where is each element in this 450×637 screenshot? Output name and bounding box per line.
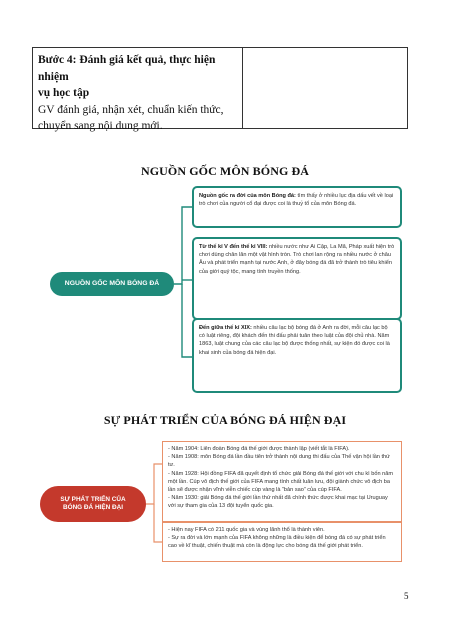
development-box-1-item: - Năm 1908: môn Bóng đá lần đầu tiên trở thành nội dung thi đấu của Thế vận hội lần thứ tư. [168,454,390,469]
development-box-1-item: - Năm 1930: giải Bóng đá thế giới lần thứ nhất đã chính thức được khai mạc tại Uruguay với sự tham gia của 13 đội tuyển quốc gia. [168,495,388,510]
page-number: 5 [404,591,409,601]
development-box-1-item: - Năm 1904: Liên đoàn Bóng đá thế giới được thành lập (viết tắt là FIFA). [168,446,350,452]
origin-item-2-bold: Từ thế kỉ V đến thế kỉ VIII: [199,244,268,250]
origin-item-3-bold: Đến giữa thế kỉ XIX: [199,325,252,331]
origin-item-2 [192,237,402,320]
step-title-line-1: Bước 4: Đánh giá kết quả, thực hiện nhiệm [38,54,216,83]
development-root-line-1: SỰ PHÁT TRIỂN CỦA [60,495,126,503]
section-heading-development: SỰ PHÁT TRIỂN CỦA BÓNG ĐÁ HIỆN ĐẠI [103,413,347,427]
step-body-line-1: GV đánh giá, nhận xét, chuẩn kiến thức, [38,103,224,116]
step-title-line-2: vụ học tập [38,87,90,99]
development-root-node [40,486,146,522]
development-box-2-item: - Hiện nay FIFA có 211 quốc gia và vùng lãnh thổ là thành viên. [168,527,325,533]
development-box-2 [162,522,402,562]
development-box-1-item: - Năm 1928: Hội đồng FIFA đã quyết định tổ chức giải Bóng đá thế giới với chu kì bốn năm một lần. Cúp vô địch thế giới của FIFA mang tính chất luân lưu, đội giành chức vô địch ba lần sẽ được nhận vĩnh viễn chiếc cúp vàng là “bản sao” của cúp FIFA. [168,470,394,494]
development-box-2-item: - Sự ra đời và lớn mạnh của FIFA không những là điều kiện để bóng đá có sự phát triển cao về kĩ thuật, chiến thuật mà còn là động lực cho bóng đá thế giới phát triển. [168,535,386,550]
origin-item-1-text: tìm thấy ở nhiều lục địa dấu vết về loại trò chơi của người cổ đại được coi là thuỷ tổ của môn Bóng đá. [199,193,394,208]
development-root-line-2: BÓNG ĐÁ HIỆN ĐẠI [62,504,123,511]
origin-item-1-bold: Nguồn gốc ra đời của môn Bóng đá: [199,193,296,199]
origin-item-1 [192,186,402,228]
origin-root-node: NGUỒN GỐC MÔN BÓNG ĐÁ [50,272,174,296]
origin-item-2-text: nhiều nước như Ai Cập, La Mã, Pháp xuất hiện trò chơi dùng chân lăn một vật hình tròn. Trò chơi lan rộng ra nhiều nước ở châu Âu và phát triển mạnh tại nước Anh, ở đây bóng đá đã trở thành trò tiêu khiển của giới quý tộc, mang tính truyền thống. [199,244,395,275]
section-heading-origin: NGUỒN GỐC MÔN BÓNG ĐÁ [140,164,310,178]
step-body-line-2: chuyển sang nội dung mới. [38,120,163,132]
origin-item-3-text: nhiều câu lạc bộ bóng đá ở Anh ra đời, mỗi câu lạc bộ có luật riêng, đội khách đến thi đấu phải tuân theo luật của đội chủ nhà. Năm 1863, luật chung của các câu lạc bộ được thống nhất, sự kiện đó được coi là khai sinh của bóng đá hiện đại. [199,325,390,356]
origin-item-3 [192,318,402,393]
development-box-1 [162,441,402,522]
